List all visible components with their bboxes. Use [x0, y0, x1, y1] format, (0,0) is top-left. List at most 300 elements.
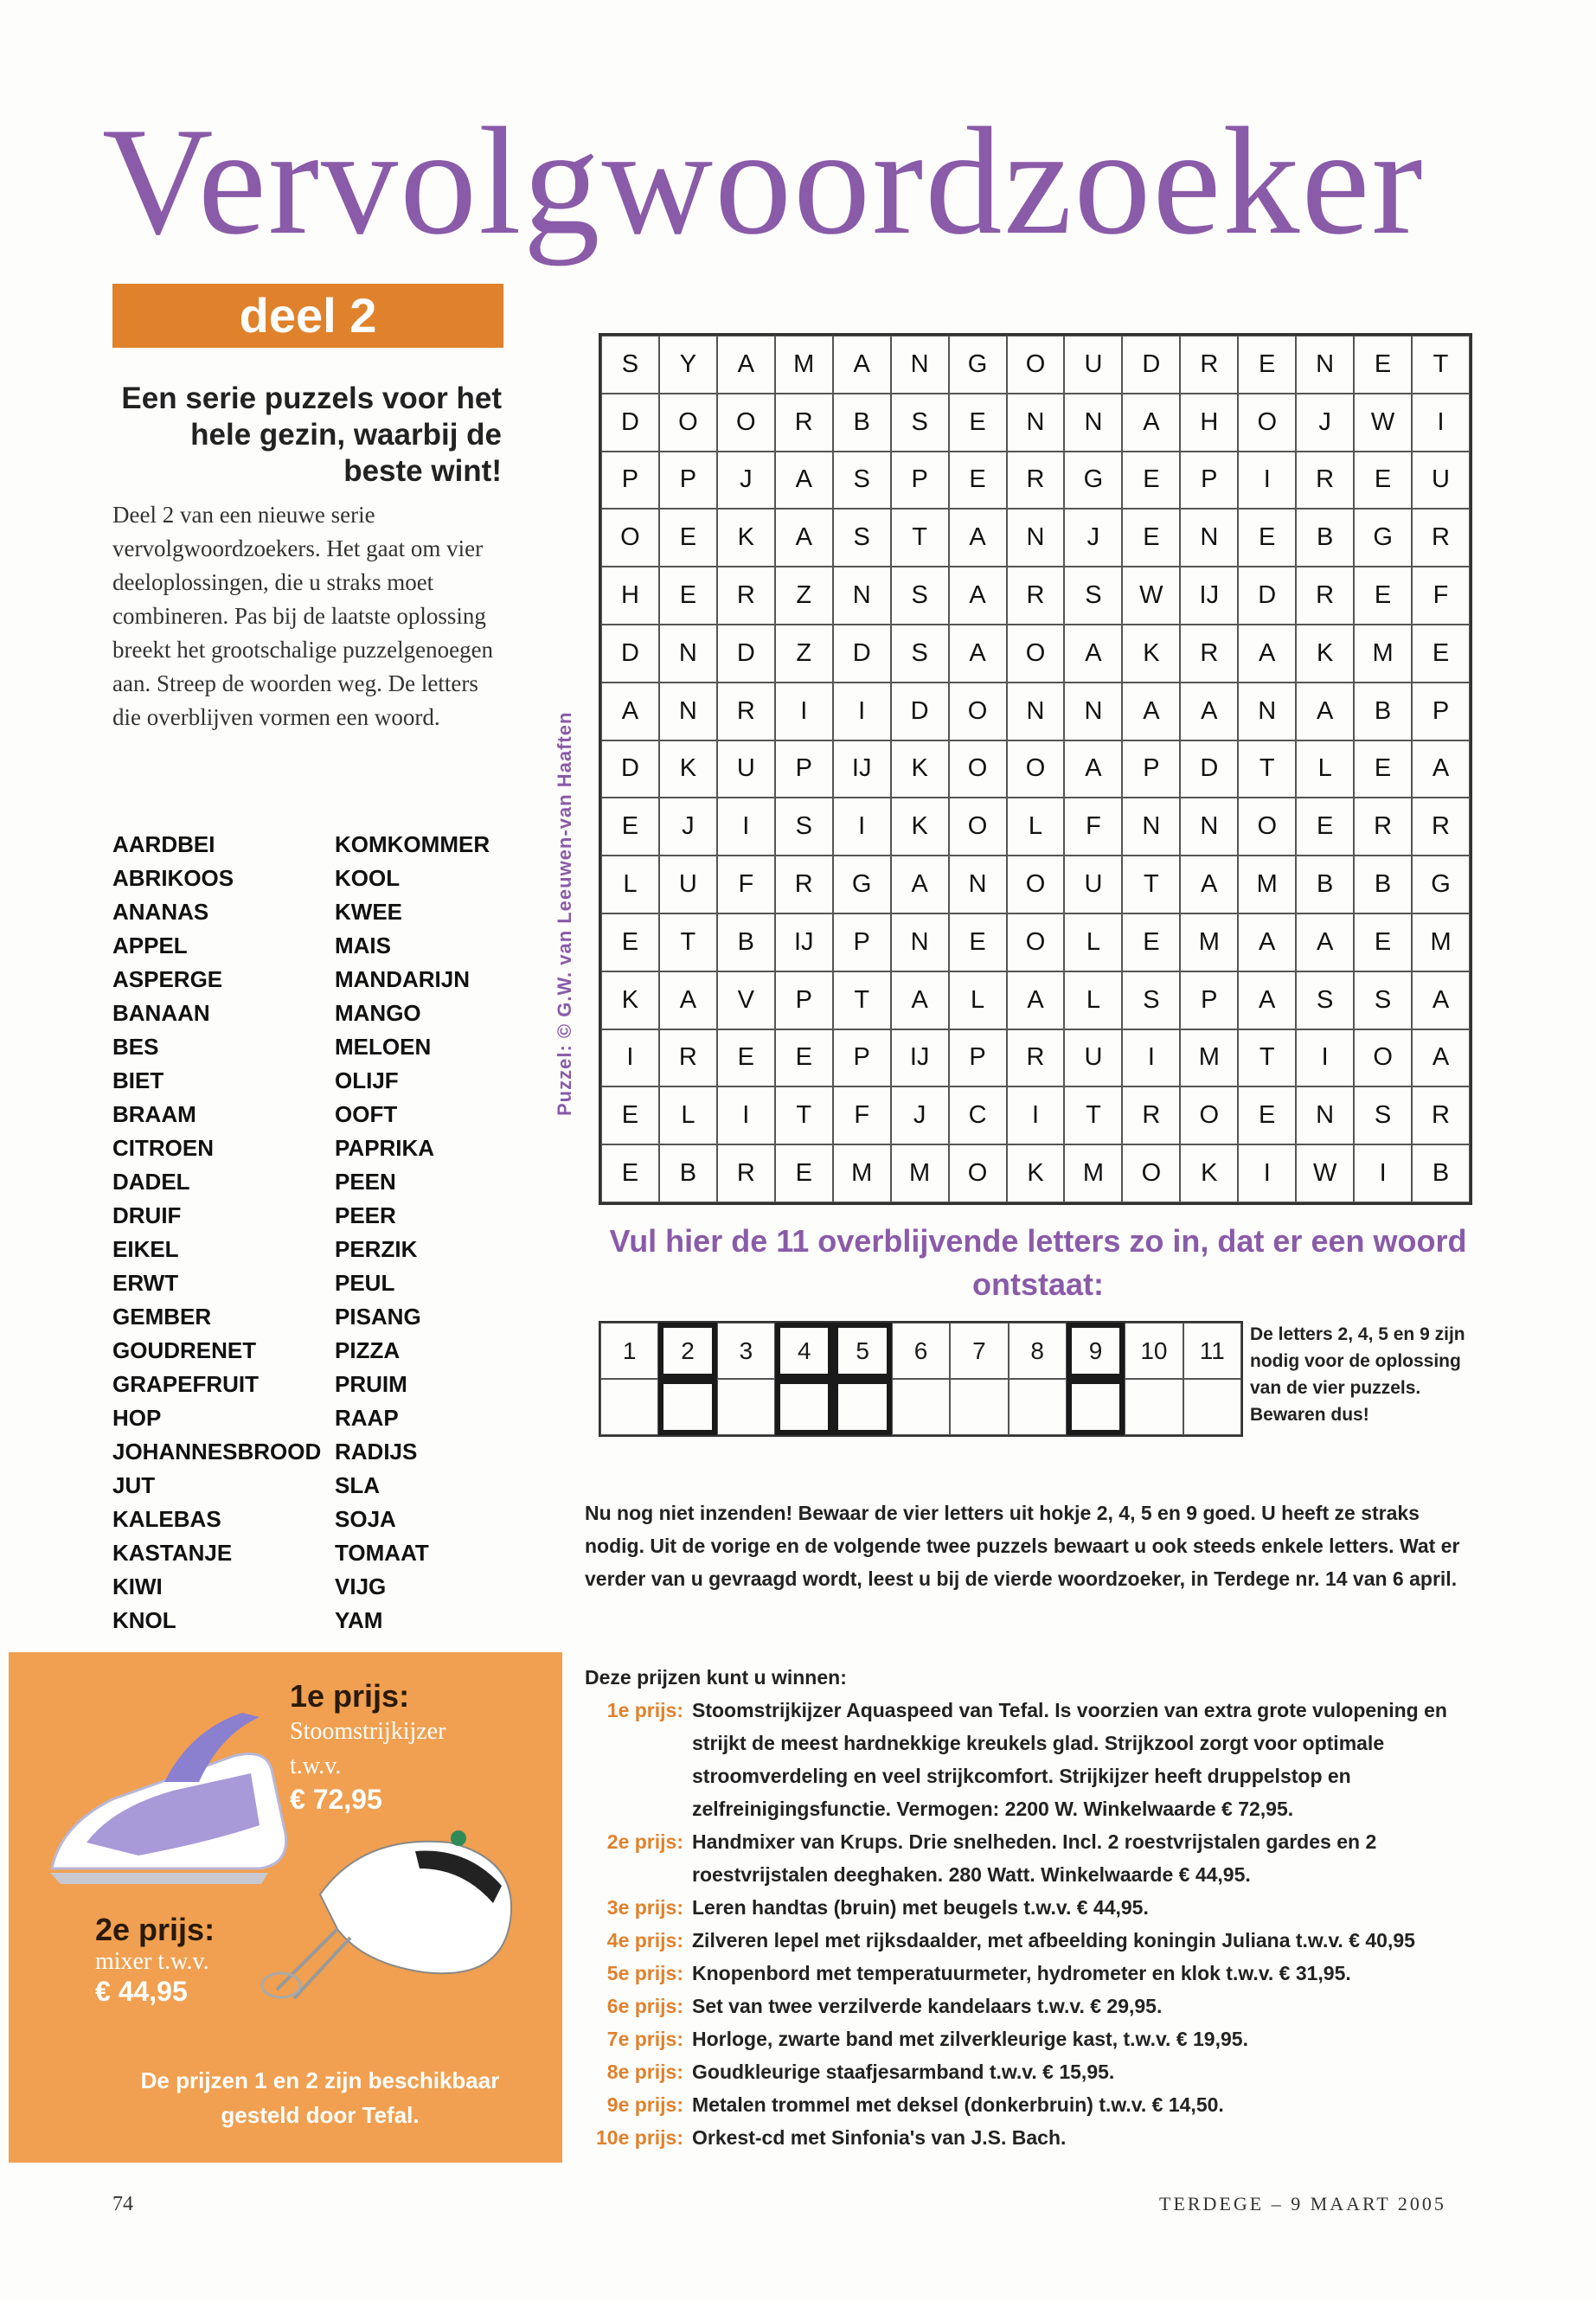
word-list-item: CITROEN	[112, 1135, 214, 1161]
grid-cell: A	[1180, 856, 1238, 913]
instructions-text	[585, 1497, 1484, 1595]
grid-cell: A	[949, 509, 1007, 567]
answer-input-cell[interactable]	[1125, 1379, 1183, 1435]
grid-cell: P	[775, 740, 833, 798]
answer-input-cell[interactable]	[658, 1379, 716, 1435]
magazine-footer: TERDEGE – 9 MAART 2005	[1159, 2193, 1446, 2214]
grid-cell: A	[891, 856, 949, 913]
answer-input-cell[interactable]	[717, 1379, 775, 1435]
grid-cell: Y	[659, 336, 717, 394]
grid-cell: E	[775, 1144, 833, 1202]
grid-cell: O	[949, 740, 1007, 798]
grid-cell: R	[1180, 336, 1238, 394]
grid-cell: P	[1412, 683, 1470, 740]
word-list-item: TOMAAT	[335, 1540, 429, 1566]
grid-cell: T	[833, 971, 891, 1029]
prize-box-first-item: Stoomstrijkijzer	[290, 1718, 446, 1745]
grid-cell: F	[717, 856, 775, 913]
grid-cell: A	[659, 971, 717, 1029]
word-list-item: MELOEN	[335, 1034, 432, 1060]
grid-cell: R	[1007, 567, 1065, 625]
prize-row	[585, 1825, 1484, 1891]
grid-cell: G	[1412, 856, 1470, 913]
grid-cell: I	[717, 1086, 775, 1144]
word-list-item: AARDBEI	[112, 831, 215, 857]
prize-description: Set van twee verzilverde kandelaars t.w.v. € 29,95.	[692, 1995, 1163, 2017]
grid-cell: K	[717, 509, 775, 567]
grid-cell: O	[659, 394, 717, 452]
grid-cell: R	[1412, 798, 1470, 856]
grid-cell: N	[1064, 683, 1122, 740]
grid-cell: S	[601, 336, 659, 394]
grid-cell: E	[775, 1029, 833, 1087]
grid-cell: A	[775, 509, 833, 567]
word-list-item: YAM	[335, 1607, 383, 1633]
grid-cell: M	[775, 336, 833, 394]
grid-cell: G	[1354, 509, 1412, 567]
grid-cell: F	[1412, 567, 1470, 625]
word-list-item: KWEE	[335, 899, 402, 925]
grid-cell: B	[1296, 856, 1354, 913]
answer-input-cell[interactable]	[775, 1379, 833, 1435]
prize-row	[585, 2121, 1484, 2154]
grid-cell: IJ	[1180, 567, 1238, 625]
grid-cell: E	[601, 913, 659, 971]
grid-cell: E	[601, 1086, 659, 1144]
grid-cell: N	[1180, 798, 1238, 856]
word-list-item: MAIS	[335, 933, 391, 958]
grid-cell: N	[1007, 394, 1065, 452]
grid-cell: H	[601, 567, 659, 625]
grid-cell: G	[1064, 452, 1122, 510]
word-list-item: EIKEL	[112, 1236, 179, 1262]
prize-row	[585, 1891, 1484, 1924]
grid-cell: O	[1007, 913, 1065, 971]
grid-cell: E	[949, 452, 1007, 510]
prize-box-second-item: mixer t.w.v.	[95, 1948, 209, 1975]
grid-cell: A	[1122, 394, 1180, 452]
word-list-item: PIZZA	[335, 1337, 401, 1363]
answer-number-cell: 8	[1009, 1323, 1067, 1379]
grid-cell: E	[659, 567, 717, 625]
grid-cell: S	[1354, 971, 1412, 1029]
word-list-item: PAPRIKA	[335, 1135, 435, 1161]
grid-cell: J	[1296, 394, 1354, 452]
grid-cell: IJ	[833, 740, 891, 798]
grid-cell: N	[1180, 509, 1238, 567]
prize-row	[585, 1694, 1484, 1825]
grid-cell: IJ	[775, 913, 833, 971]
grid-cell: T	[891, 509, 949, 567]
grid-cell: C	[949, 1086, 1007, 1144]
grid-cell: O	[1007, 856, 1065, 913]
grid-cell: D	[1180, 740, 1238, 798]
grid-cell: O	[1007, 336, 1065, 394]
word-list-item: ABRIKOOS	[112, 865, 234, 891]
grid-cell: R	[1412, 1086, 1470, 1144]
grid-cell: I	[601, 1029, 659, 1087]
prize-description: Handmixer van Krups. Drie snelheden. Incl. 2 roestvrijstalen gardes en 2 roestvrijstalen deeghaken. 280 Watt. Winkelwaarde € 44,95.	[692, 1830, 1377, 1886]
grid-cell: N	[891, 336, 949, 394]
intro-body: Deel 2 van een nieuwe serie vervolgwoordzoekers. Het gaat om vier deeloplossingen, die u straks moet combineren. Pas bij de laatste oplossing breekt het grootschalige puzzelgenoegen aan. Streep de woorden weg. De letters die overblijven vormen een woord.	[112, 502, 494, 730]
word-list-item: GEMBER	[112, 1304, 212, 1330]
answer-input-cell[interactable]	[1009, 1379, 1067, 1435]
grid-cell: K	[1007, 1144, 1065, 1202]
grid-cell: R	[1296, 567, 1354, 625]
grid-cell: R	[717, 683, 775, 740]
grid-cell: O	[949, 798, 1007, 856]
prize-description: Zilveren lepel met rijksdaalder, met afbeelding koningin Juliana t.w.v. € 40,95	[692, 1929, 1415, 1952]
grid-cell: S	[1064, 567, 1122, 625]
word-list-item: BANAAN	[112, 1000, 210, 1026]
grid-cell: A	[1238, 971, 1296, 1029]
answer-number-cell: 11	[1183, 1323, 1241, 1379]
grid-cell: W	[1122, 567, 1180, 625]
grid-cell: T	[1064, 1086, 1122, 1144]
prize-box-second-price: € 44,95	[95, 1976, 188, 2007]
grid-cell: S	[775, 798, 833, 856]
grid-cell: A	[775, 452, 833, 510]
grid-cell: E	[1354, 336, 1412, 394]
grid-cell: I	[775, 683, 833, 740]
answer-input-cell[interactable]	[1183, 1379, 1241, 1435]
grid-cell: S	[891, 394, 949, 452]
word-list-item: HOP	[112, 1405, 162, 1431]
grid-cell: M	[1412, 913, 1470, 971]
word-list-item: APPEL	[112, 933, 188, 958]
word-list-item: KIWI	[112, 1574, 163, 1599]
grid-cell: S	[833, 452, 891, 510]
grid-cell: O	[1354, 1029, 1412, 1087]
grid-cell: P	[659, 452, 717, 510]
grid-cell: D	[891, 683, 949, 740]
answer-input-cell[interactable]	[1067, 1379, 1125, 1435]
prize-description: Metalen trommel met deksel (donkerbruin) t.w.v. € 14,50.	[692, 2093, 1224, 2116]
prizes-intro: Deze prijzen kunt u winnen:	[585, 1666, 847, 1689]
prize-availability: De prijzen 1 en 2 zijn beschikbaar gesteld door Tefal.	[140, 2067, 500, 2128]
answer-number-cell: 5	[833, 1323, 891, 1379]
answer-number-cell: 2	[658, 1323, 716, 1379]
grid-cell: D	[717, 625, 775, 683]
grid-cell: O	[1122, 1144, 1180, 1202]
grid-cell: T	[1412, 336, 1470, 394]
grid-cell: D	[601, 740, 659, 798]
prize-row	[585, 1924, 1484, 1957]
grid-cell: P	[1180, 452, 1238, 510]
grid-cell: U	[1064, 1029, 1122, 1087]
grid-cell: I	[833, 683, 891, 740]
grid-cell: A	[1064, 625, 1122, 683]
grid-cell: E	[1412, 625, 1470, 683]
answer-input-cell[interactable]	[833, 1379, 891, 1435]
word-list-item: MANDARIJN	[335, 966, 470, 992]
prize-label: 2e prijs:	[606, 1830, 683, 1853]
answer-input-cell[interactable]	[950, 1379, 1008, 1435]
grid-cell: T	[1122, 856, 1180, 913]
answer-number-cell: 6	[892, 1323, 950, 1379]
word-search-grid	[599, 333, 1472, 1205]
grid-cell: E	[717, 1029, 775, 1087]
word-list-item: BRAAM	[112, 1101, 196, 1127]
word-list-item: VIJG	[335, 1574, 387, 1599]
grid-cell: G	[833, 856, 891, 913]
grid-cell: N	[1122, 798, 1180, 856]
word-list-item: OOFT	[335, 1101, 398, 1127]
grid-cell: P	[949, 1029, 1007, 1087]
grid-cell: K	[1296, 625, 1354, 683]
word-list-item: PRUIM	[335, 1371, 407, 1397]
grid-cell: U	[659, 856, 717, 913]
grid-cell: E	[949, 913, 1007, 971]
grid-cell: E	[1238, 336, 1296, 394]
grid-cell: L	[949, 971, 1007, 1029]
prize-label: 6e prijs:	[606, 1995, 683, 2017]
grid-cell: I	[1007, 1086, 1065, 1144]
grid-cell: V	[717, 971, 775, 1029]
grid-cell: R	[717, 567, 775, 625]
grid-cell: A	[949, 567, 1007, 625]
grid-cell: E	[1122, 509, 1180, 567]
grid-cell: S	[833, 509, 891, 567]
intro-headline: Een serie puzzels voor het hele gezin, waarbij de beste wint!	[121, 381, 502, 488]
word-list-item: GRAPEFRUIT	[112, 1371, 259, 1397]
grid-cell: A	[717, 336, 775, 394]
grid-cell: E	[1354, 567, 1412, 625]
grid-cell: M	[1238, 856, 1296, 913]
grid-cell: K	[601, 971, 659, 1029]
grid-cell: M	[891, 1144, 949, 1202]
word-list-item: DADEL	[112, 1169, 190, 1195]
grid-cell: A	[601, 683, 659, 740]
grid-cell: P	[1180, 971, 1238, 1029]
grid-cell: B	[659, 1144, 717, 1202]
grid-cell: F	[833, 1086, 891, 1144]
part-banner: deel 2	[112, 284, 503, 348]
prize-description: Leren handtas (bruin) met beugels t.w.v. € 44,95.	[692, 1896, 1149, 1919]
grid-cell: O	[1180, 1086, 1238, 1144]
prize-box-first-heading: 1e prijs:	[290, 1678, 410, 1714]
grid-cell: E	[601, 1144, 659, 1202]
grid-cell: B	[833, 394, 891, 452]
grid-cell: J	[1064, 509, 1122, 567]
grid-cell: G	[949, 336, 1007, 394]
grid-cell: E	[1238, 1086, 1296, 1144]
grid-cell: J	[891, 1086, 949, 1144]
word-list-item: DRUIF	[112, 1202, 182, 1228]
answer-number-cell: 4	[775, 1323, 833, 1379]
grid-cell: B	[717, 913, 775, 971]
grid-cell: L	[1007, 798, 1065, 856]
prize-description: Horloge, zwarte band met zilverkleurige kast, t.w.v. € 19,95.	[692, 2028, 1248, 2050]
hand-mixer-image	[242, 1817, 536, 2007]
grid-cell: E	[659, 509, 717, 567]
answer-note: De letters 2, 4, 5 en 9 zijn nodig voor de oplossing van de vier puzzels. Bewaren dus!	[1250, 1324, 1465, 1425]
word-list-item: BES	[112, 1034, 159, 1060]
grid-cell: E	[1296, 798, 1354, 856]
prize-box-first	[290, 1678, 445, 1816]
word-list-item: JUT	[112, 1472, 156, 1498]
grid-cell: A	[1238, 625, 1296, 683]
grid-cell: O	[1238, 394, 1296, 452]
grid-cell: R	[717, 1144, 775, 1202]
grid-cell: K	[659, 740, 717, 798]
grid-cell: A	[1238, 913, 1296, 971]
grid-cell: U	[1064, 336, 1122, 394]
prize-description: Knopenbord met temperatuurmeter, hydrometer en klok t.w.v. € 31,95.	[692, 1962, 1351, 1984]
grid-cell: O	[717, 394, 775, 452]
grid-cell: F	[1064, 798, 1122, 856]
grid-cell: E	[1354, 913, 1412, 971]
grid-cell: J	[717, 452, 775, 510]
word-list-item: KALEBAS	[112, 1506, 221, 1532]
grid-cell: E	[1122, 913, 1180, 971]
word-list-item: KOOL	[335, 865, 401, 891]
word-list-item: RADIJS	[335, 1439, 418, 1465]
word-list-item: PEUL	[335, 1270, 395, 1296]
grid-cell: P	[775, 971, 833, 1029]
grid-cell: B	[1296, 509, 1354, 567]
grid-cell: A	[1180, 683, 1238, 740]
prize-row	[585, 1957, 1484, 1990]
grid-cell: N	[949, 856, 1007, 913]
answer-number-cell: 7	[950, 1323, 1008, 1379]
grid-cell: U	[1412, 452, 1470, 510]
word-list-item: JOHANNESBROOD	[112, 1439, 322, 1465]
grid-cell: I	[717, 798, 775, 856]
grid-cell: N	[1296, 1086, 1354, 1144]
grid-cell: D	[601, 394, 659, 452]
word-list-right	[335, 828, 490, 1638]
grid-cell: S	[1296, 971, 1354, 1029]
grid-cell: A	[1412, 971, 1470, 1029]
grid-cell: N	[1064, 394, 1122, 452]
grid-cell: W	[1354, 394, 1412, 452]
answer-number-cell: 1	[600, 1323, 658, 1379]
grid-cell: K	[1180, 1144, 1238, 1202]
answer-input-cell[interactable]	[892, 1379, 950, 1435]
prize-row	[585, 2055, 1484, 2088]
prize-label: 5e prijs:	[606, 1962, 683, 1984]
prize-description: Goudkleurige staafjesarmband t.w.v. € 15,95.	[692, 2061, 1115, 2083]
grid-cell: I	[1238, 1144, 1296, 1202]
fill-instruction: Vul hier de 11 overblijvende letters zo in, dat er een woord ontstaat:	[609, 1223, 1467, 1302]
prize-box-first-twv: t.w.v.	[290, 1753, 342, 1779]
prize-row	[585, 2022, 1484, 2055]
grid-cell: I	[1238, 452, 1296, 510]
prize-label: 3e prijs:	[606, 1896, 683, 1919]
grid-cell: T	[659, 913, 717, 971]
grid-cell: L	[659, 1086, 717, 1144]
grid-cell: I	[833, 798, 891, 856]
word-list-item: ASPERGE	[112, 966, 223, 992]
grid-cell: B	[1354, 683, 1412, 740]
word-list-item: OLIJF	[335, 1067, 399, 1093]
grid-cell: T	[1238, 1029, 1296, 1087]
instructions-paragraph: Nu nog niet inzenden! Bewaar de vier letters uit hokje 2, 4, 5 en 9 goed. U heeft ze straks nodig. Uit de vorige en de volgende twee puzzels bewaart u ook steeds enkele letters. Wat er verder van u gevraagd wordt, leest u bij de vierde woordzoeker, in Terdege nr. 14 van 6 april.	[585, 1502, 1460, 1590]
prize-box-second	[95, 1912, 215, 2008]
word-list-item: PEEN	[335, 1169, 396, 1195]
grid-cell: N	[1007, 683, 1065, 740]
grid-cell: O	[1007, 740, 1065, 798]
grid-cell: A	[949, 625, 1007, 683]
grid-cell: U	[1064, 856, 1122, 913]
answer-number-cell: 3	[717, 1323, 775, 1379]
grid-cell: K	[1122, 625, 1180, 683]
grid-cell: O	[949, 1144, 1007, 1202]
grid-cell: R	[775, 856, 833, 913]
word-list-item: SOJA	[335, 1506, 396, 1532]
grid-cell: P	[891, 452, 949, 510]
grid-cell: Z	[775, 567, 833, 625]
grid-cell: I	[1354, 1144, 1412, 1202]
grid-cell: N	[1296, 336, 1354, 394]
answer-grid	[599, 1321, 1243, 1437]
grid-cell: K	[891, 740, 949, 798]
prize-description: Stoomstrijkijzer Aquaspeed van Tefal. Is voorzien van extra grote vulopening en strijkt de meest hardnekkige kreukels glad. Strijkzool zorgt voor optimale stroomverdeling en veel strijkcomfort. Strijkijzer heeft druppelstop en zelfreinigingsfunctie. Vermogen: 2200 W. Winkelwaarde € 72,95.	[692, 1699, 1447, 1820]
grid-cell: J	[659, 798, 717, 856]
grid-cell: O	[949, 683, 1007, 740]
grid-cell: S	[1354, 1086, 1412, 1144]
prize-list	[585, 1661, 1484, 2154]
grid-cell: D	[833, 625, 891, 683]
grid-cell: Z	[775, 625, 833, 683]
grid-cell: R	[1354, 798, 1412, 856]
prize-description: Orkest-cd met Sinfonia's van J.S. Bach.	[692, 2126, 1067, 2149]
puzzle-credit: Puzzel: © G.W. van Leeuwen-van Haaften	[554, 711, 575, 1116]
word-list-item: BIET	[112, 1067, 164, 1093]
grid-cell: P	[833, 1029, 891, 1087]
grid-cell: M	[1180, 1029, 1238, 1087]
grid-cell: R	[1007, 452, 1065, 510]
grid-cell: IJ	[891, 1029, 949, 1087]
grid-cell: R	[1122, 1086, 1180, 1144]
grid-cell: P	[1122, 740, 1180, 798]
prize-label: 1e prijs:	[606, 1699, 683, 1721]
grid-cell: A	[1007, 971, 1065, 1029]
grid-cell: M	[1180, 913, 1238, 971]
grid-cell: N	[833, 567, 891, 625]
grid-cell: K	[891, 798, 949, 856]
grid-cell: A	[1296, 913, 1354, 971]
grid-cell: N	[1238, 683, 1296, 740]
grid-cell: N	[891, 913, 949, 971]
grid-cell: A	[1412, 740, 1470, 798]
grid-cell: A	[833, 336, 891, 394]
prize-label: 4e prijs:	[606, 1929, 683, 1952]
grid-cell: S	[1122, 971, 1180, 1029]
answer-input-cell[interactable]	[600, 1379, 658, 1435]
word-list-item: ERWT	[112, 1270, 179, 1296]
grid-cell: R	[775, 394, 833, 452]
grid-cell: N	[1007, 509, 1065, 567]
word-list-item: KNOL	[112, 1607, 176, 1633]
grid-cell: S	[891, 625, 949, 683]
answer-number-cell: 10	[1125, 1323, 1183, 1379]
grid-cell: O	[1238, 798, 1296, 856]
grid-cell: A	[1122, 683, 1180, 740]
word-list-item: PISANG	[335, 1304, 421, 1330]
word-list-item: PERZIK	[335, 1236, 418, 1262]
grid-cell: M	[1064, 1144, 1122, 1202]
page-number: 74	[112, 2193, 133, 2215]
answer-number-cell: 9	[1067, 1323, 1125, 1379]
grid-cell: A	[1064, 740, 1122, 798]
grid-cell: M	[1354, 625, 1412, 683]
prize-row	[585, 1990, 1484, 2022]
grid-cell: O	[1007, 625, 1065, 683]
grid-cell: S	[891, 567, 949, 625]
grid-cell: I	[1296, 1029, 1354, 1087]
